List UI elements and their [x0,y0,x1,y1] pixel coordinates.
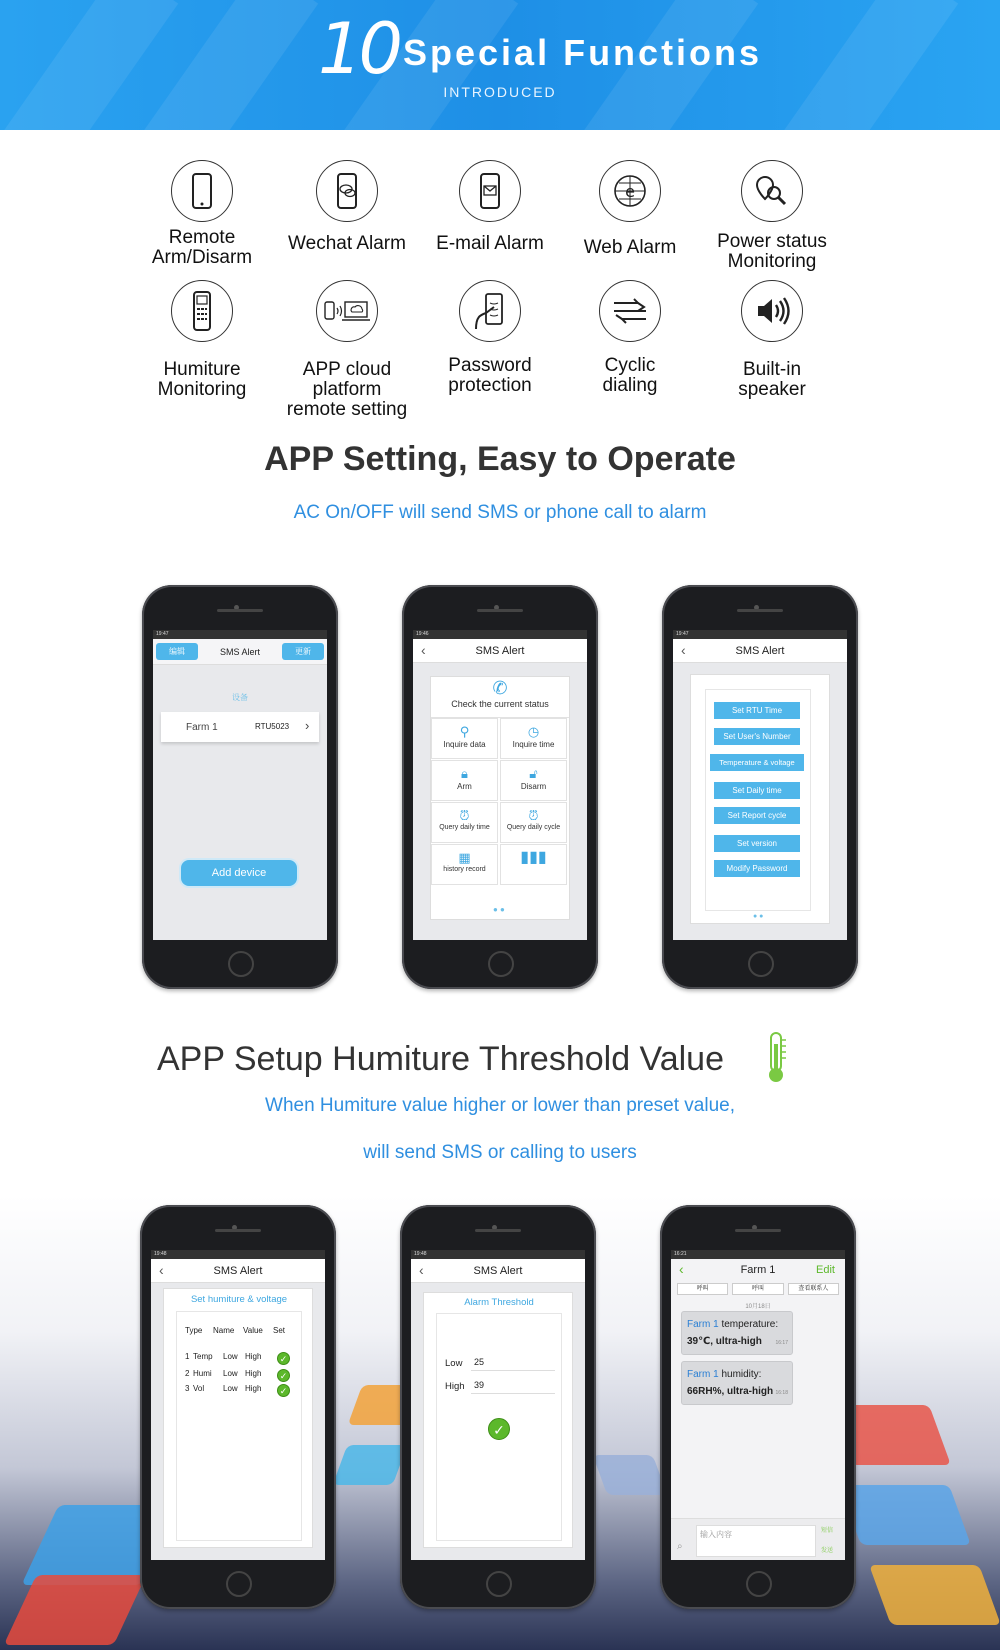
feature-label: Power status Monitoring [717,231,827,272]
search-icon: ⚲ [459,724,470,739]
phone-screen [673,630,847,940]
cell-label: Inquire time [512,740,555,749]
thermometer-icon [764,1030,788,1089]
app-header [413,639,587,663]
feature-remote-arm [127,160,277,268]
section-subtitle-line1: When Humiture value higher or lower than preset value, [265,1095,735,1116]
message-time: 16:17 [775,1340,788,1346]
query-daily-cycle-cell[interactable] [500,802,567,843]
bar-chart-icon: ▮▮▮ [520,849,547,866]
device-name: Farm 1 [186,722,218,733]
phone-call-icon: ✆ [492,678,508,698]
high-threshold-input[interactable]: 39 [471,1377,555,1394]
home-button [746,1571,772,1597]
svg-text:e: e [625,182,635,201]
threshold-form [436,1313,562,1541]
web-icon [599,160,661,222]
unlock-icon: 🔓︎ [529,766,538,781]
feature-cyclic [555,280,705,396]
app-title: SMS Alert [735,644,785,657]
back-arrow-icon[interactable]: ‹ [421,642,426,658]
message-bubble: Farm 1 temperature: 39℃, ultra-high 16:17 [681,1311,793,1355]
status-bar: 19:47 [673,630,847,639]
wechat-icon [316,160,378,222]
home-button [488,951,514,977]
humiture-table [176,1311,302,1541]
settings-panel [690,674,830,924]
message-value: 39℃, ultra-high [687,1336,762,1347]
edit-button[interactable]: Edit [816,1264,835,1276]
set-report-cycle-button[interactable]: Set Report cycle [714,807,800,824]
section-subtitle-line2: will send SMS or calling to users [363,1142,637,1163]
cycle-icon [599,280,661,342]
home-button [486,1571,512,1597]
attachment-icon[interactable]: ⌕ [677,1541,683,1552]
phone-mockup-sms-conversation [660,1205,856,1609]
cell-label: Query daily cycle [506,824,561,831]
app-title: SMS Alert [219,646,260,657]
low-label: Low [445,1358,463,1369]
banner-subtitle: INTRODUCED [443,84,557,100]
app-title: SMS Alert [475,644,525,657]
add-device-button[interactable]: Add device [181,860,297,886]
action-tabs [677,1283,839,1295]
message-value: 66RH%, ultra-high [687,1386,774,1397]
update-button[interactable]: 更新 [282,643,324,660]
send-button[interactable]: 发送 [821,1548,834,1554]
inquire-data-cell[interactable] [431,718,498,759]
phone-mockup-alarm-threshold [400,1205,596,1609]
query-daily-time-cell[interactable] [431,802,498,843]
inquire-time-cell[interactable] [500,718,567,759]
message-time: 16:18 [775,1390,788,1396]
high-label: High [445,1381,465,1392]
header-banner [0,0,1000,130]
cell-label: Disarm [520,782,547,791]
email-icon [459,160,521,222]
feature-speaker [697,280,847,400]
app-header [151,1259,325,1283]
cell-label: Arm [457,782,472,791]
history-record-cell[interactable] [431,844,498,885]
set-rtu-time-button[interactable]: Set RTU Time [714,702,800,719]
phone-mockup-humiture-settings [140,1205,336,1609]
home-button [748,951,774,977]
section-title-app-setting: APP Setting, Easy to Operate [264,440,736,478]
app-header [411,1259,585,1283]
chart-cell[interactable] [500,844,567,885]
feature-password [415,280,565,396]
conversation-title: Farm 1 [740,1264,776,1276]
feature-label: Password protection [448,355,532,396]
confirm-check-icon[interactable]: ✓ [277,1352,290,1365]
chevron-right-icon: › [305,718,310,733]
message-bubble: Farm 1 humidity: 66RH%, ultra-high 16:18 [681,1361,793,1405]
feature-label: Web Alarm [583,237,677,258]
back-arrow-icon[interactable]: ‹ [419,1262,424,1278]
fingerprint-icon [459,280,521,342]
feature-label: Wechat Alarm [288,233,406,254]
speaker-icon [741,280,803,342]
status-bar: 19:48 [411,1250,585,1259]
section-subtitle-ac: AC On/OFF will send SMS or phone call to alarm [293,502,707,523]
app-title: SMS Alert [473,1264,523,1277]
banner-title: Special Functions [403,32,763,73]
panel-title: Alarm Threshold [464,1297,534,1308]
phone-screen [671,1250,845,1560]
edit-button[interactable]: 编辑 [156,643,198,660]
message-input[interactable]: 输入内容 [696,1525,816,1557]
device-icon [171,280,233,342]
feature-label: Built-in speaker [738,359,806,400]
home-button [228,951,254,977]
device-row[interactable] [161,712,319,742]
phone-screen [153,630,327,940]
phone-icon [171,160,233,222]
confirm-check-icon[interactable]: ✓ [488,1418,510,1440]
sender-name: Farm 1 [687,1369,719,1380]
feature-label: Cyclic dialing [602,355,658,396]
feature-cloud-app [272,280,422,420]
confirm-check-icon[interactable]: ✓ [277,1384,290,1397]
call-tab-2[interactable]: 呼叫 [732,1283,783,1295]
feature-wechat-alarm [272,160,422,254]
page-dots: ● ● [753,913,764,920]
back-arrow-icon[interactable]: ‹ [159,1262,164,1278]
set-user-number-button[interactable]: Set User's Number [714,728,800,745]
phone-screen [411,1250,585,1560]
clock-icon: ◷ [527,724,540,739]
phone-screen [151,1250,325,1560]
alarm-clock-icon: ⏰︎ [528,808,539,823]
alarm-clock-icon: ⏰︎ [459,808,470,823]
table-row: 1 Temp Low High ✓ [185,1352,295,1365]
app-header [671,1259,845,1281]
feature-web-alarm [555,160,705,258]
panel-title: Set humiture & voltage [190,1294,288,1305]
feature-label: E-mail Alarm [436,233,544,254]
app-header [673,639,847,663]
table-row: 3 Vol Low High ✓ [185,1384,295,1397]
page-dots: ● ● [493,905,505,914]
app-title: SMS Alert [213,1264,263,1277]
cell-label: Inquire data [443,740,486,749]
feature-email-alarm [415,160,565,254]
app-header [153,639,327,665]
phone-mockup-device-list [142,585,338,989]
call-tab[interactable]: 呼叫 [677,1283,728,1295]
date-label: 10月18日 [745,1304,771,1310]
feature-label: Humiture Monitoring [157,359,247,400]
phone-mockup-status-grid [402,585,598,989]
threshold-panel [423,1292,573,1548]
check-status-label: Check the current status [451,699,549,709]
feature-humiture [127,280,277,400]
low-threshold-input[interactable]: 25 [471,1354,555,1371]
device-id: RTU5023 [255,722,290,731]
modify-password-button[interactable]: Modify Password [714,860,800,877]
compose-bar [671,1518,845,1560]
sender-name: Farm 1 [687,1319,719,1330]
phone-mockup-settings-menu [662,585,858,989]
banner-number: 10 [318,8,400,90]
cell-label: Query daily time [439,824,490,831]
table-row: 2 Humi Low High ✓ [185,1369,295,1382]
function-grid [430,676,570,920]
section-label: 设备 [232,693,248,702]
cell-label: history record [443,866,486,873]
humiture-panel [163,1288,313,1548]
temperature-voltage-button[interactable]: Temperature & voltage [710,754,804,771]
arm-cell[interactable] [431,760,498,801]
cloud-app-icon [316,280,378,342]
phone-screen [413,630,587,940]
section-title-humiture: APP Setup Humiture Threshold Value [157,1040,724,1078]
back-arrow-icon[interactable]: ‹ [681,642,686,658]
disarm-cell[interactable] [500,760,567,801]
power-search-icon [741,160,803,222]
check-status-cell[interactable] [431,677,569,718]
table-header: Type Name Value Set [185,1326,286,1335]
home-button [226,1571,252,1597]
status-bar: 16:21 [671,1250,845,1259]
feature-power-status [697,160,847,272]
confirm-check-icon[interactable]: ✓ [277,1369,290,1382]
lock-icon: 🔒︎ [461,766,468,781]
calendar-icon: ▦ [458,850,471,865]
status-bar: 19:48 [151,1250,325,1259]
feature-label: Remote Arm/Disarm [151,227,253,268]
settings-list [705,689,811,911]
status-bar: 19:46 [413,630,587,639]
feature-label: APP cloud platform remote setting [286,359,408,420]
set-daily-time-button[interactable]: Set Daily time [714,782,800,799]
view-contact-tab[interactable]: 查看联系人 [788,1283,839,1295]
sms-label: 短信 [821,1528,834,1534]
back-arrow-icon[interactable]: ‹ [679,1261,684,1277]
set-version-button[interactable]: Set version [714,835,800,852]
status-bar: 19:47 [153,630,327,639]
